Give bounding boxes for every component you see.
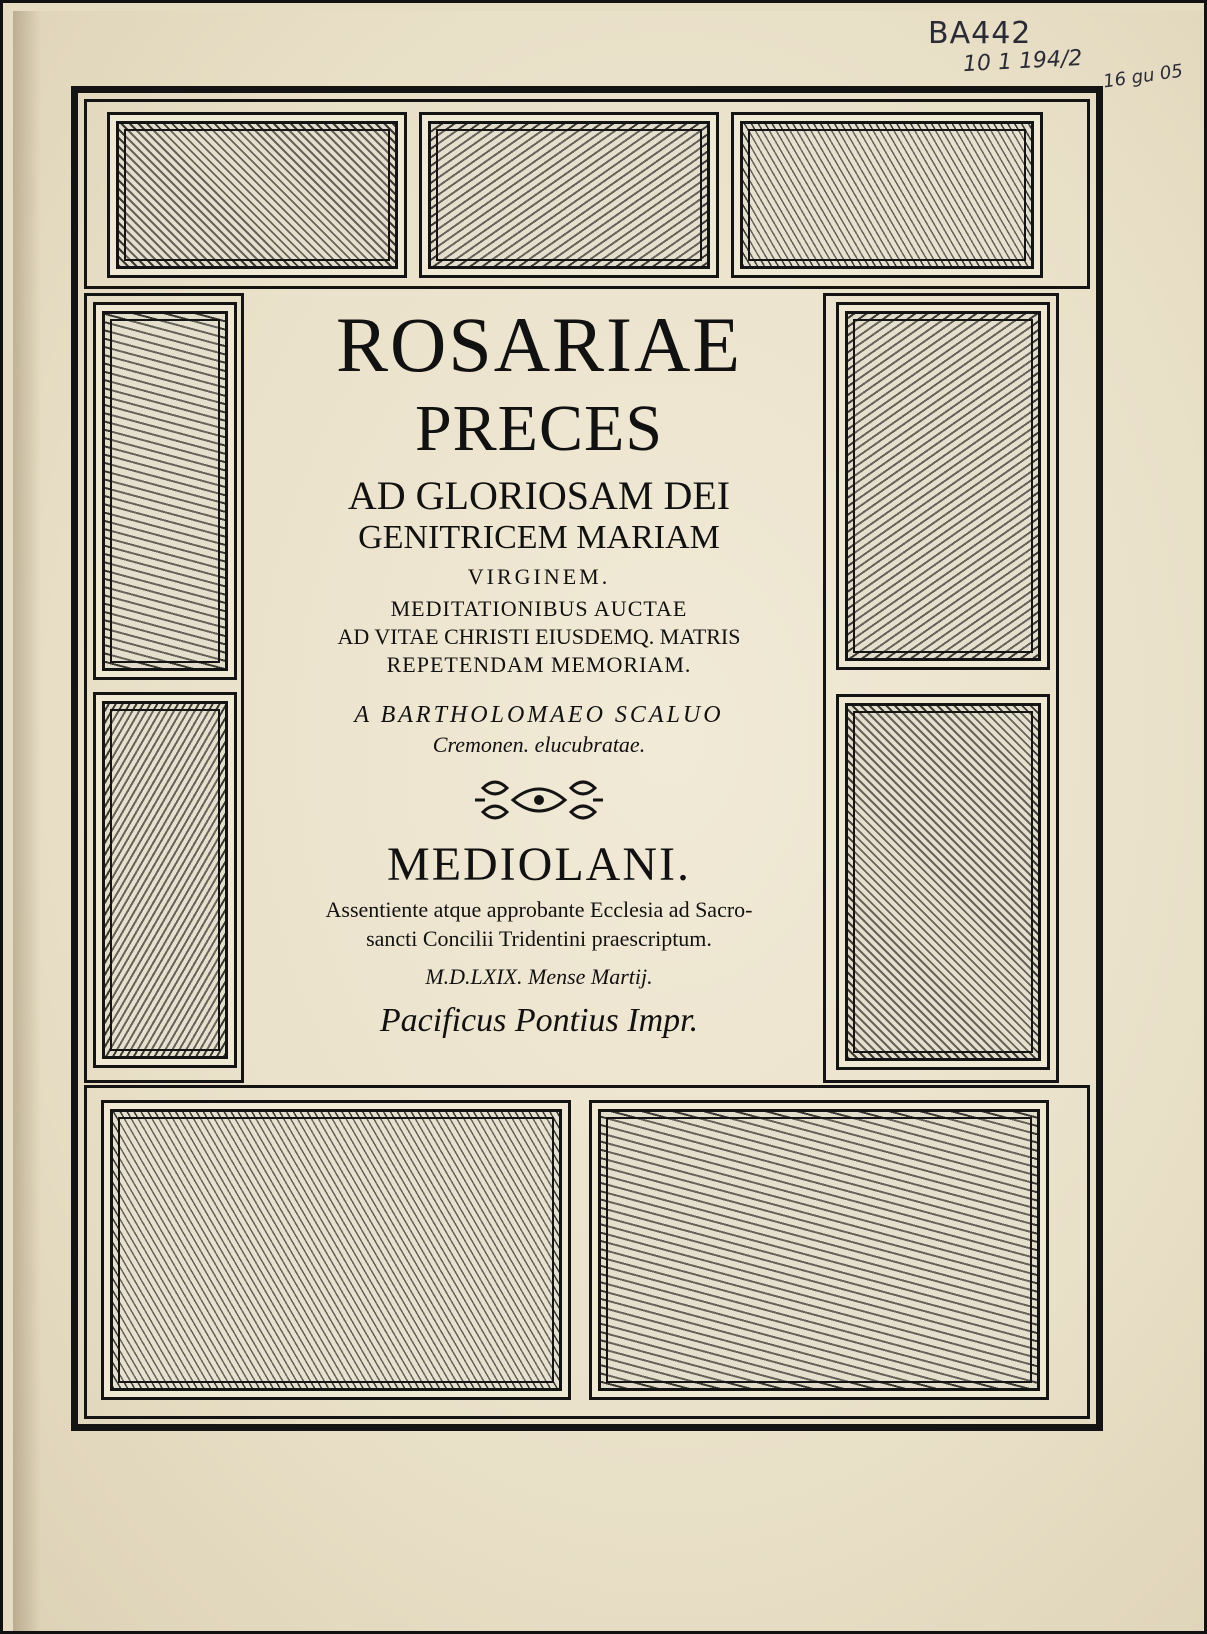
woodcut-panel-creation-of-eve [107,112,407,278]
author-name: A BARTHOLOMAEO SCALUO [354,702,724,728]
woodcut-panel-resurrection [836,694,1050,1070]
title-line-4: GENITRICEM MARIAM [358,519,720,556]
imprint-city: MEDIOLANI. [387,838,691,891]
imprint-printer: Pacificus Pontius Impr. [379,1002,699,1039]
woodcut-panel-left-lower [93,692,237,1068]
title-line-6: MEDITATIONIBUS AUCTAE [390,596,688,621]
title-line-7: AD VITAE CHRISTI EIUSDEMQ. MATRIS [337,624,741,649]
author-origin: Cremonen. elucubratae. [432,732,646,757]
imprint-date: M.D.LXIX. Mense Martij. [425,964,653,989]
bottom-woodcut-band [84,1085,1090,1419]
book-page [13,11,1203,1631]
imprint-approval-line-2: sancti Concilii Tridentini praescriptum. [366,926,712,951]
title-text-block [241,296,837,1076]
woodcut-panel-left-upper [93,302,237,680]
top-woodcut-band [84,99,1090,289]
left-woodcut-column [84,293,244,1083]
date-annotation: 16 gu 05 [1101,60,1185,93]
woodcut-panel-adam-and-eve-tree [419,112,719,278]
title-line-rosariae: ROSARIAE [335,301,743,388]
shelfmark-annotation-2: 10 1 194/2 [962,45,1083,78]
title-line-3: AD GLORIOSAM DEI [347,473,731,518]
imprint-approval-line-1: Assentiente atque approbante Ecclesia ad Sacro- [325,897,753,922]
woodcut-panel-expulsion [731,112,1043,278]
right-woodcut-column [823,293,1059,1083]
woodcut-panel-bottom-left [101,1100,571,1400]
shelfmark-annotation: BA442 [928,16,1032,51]
title-line-preces: PRECES [414,392,664,465]
page-gutter-shadow [13,11,41,1631]
title-line-5: VIRGINEM. [467,564,611,589]
woodcut-panel-bottom-right [589,1100,1049,1400]
fleuron-ornament-icon [473,774,605,826]
woodcut-panel-nativity [836,302,1050,670]
title-line-8: REPETENDAM MEMORIAM. [386,652,692,677]
